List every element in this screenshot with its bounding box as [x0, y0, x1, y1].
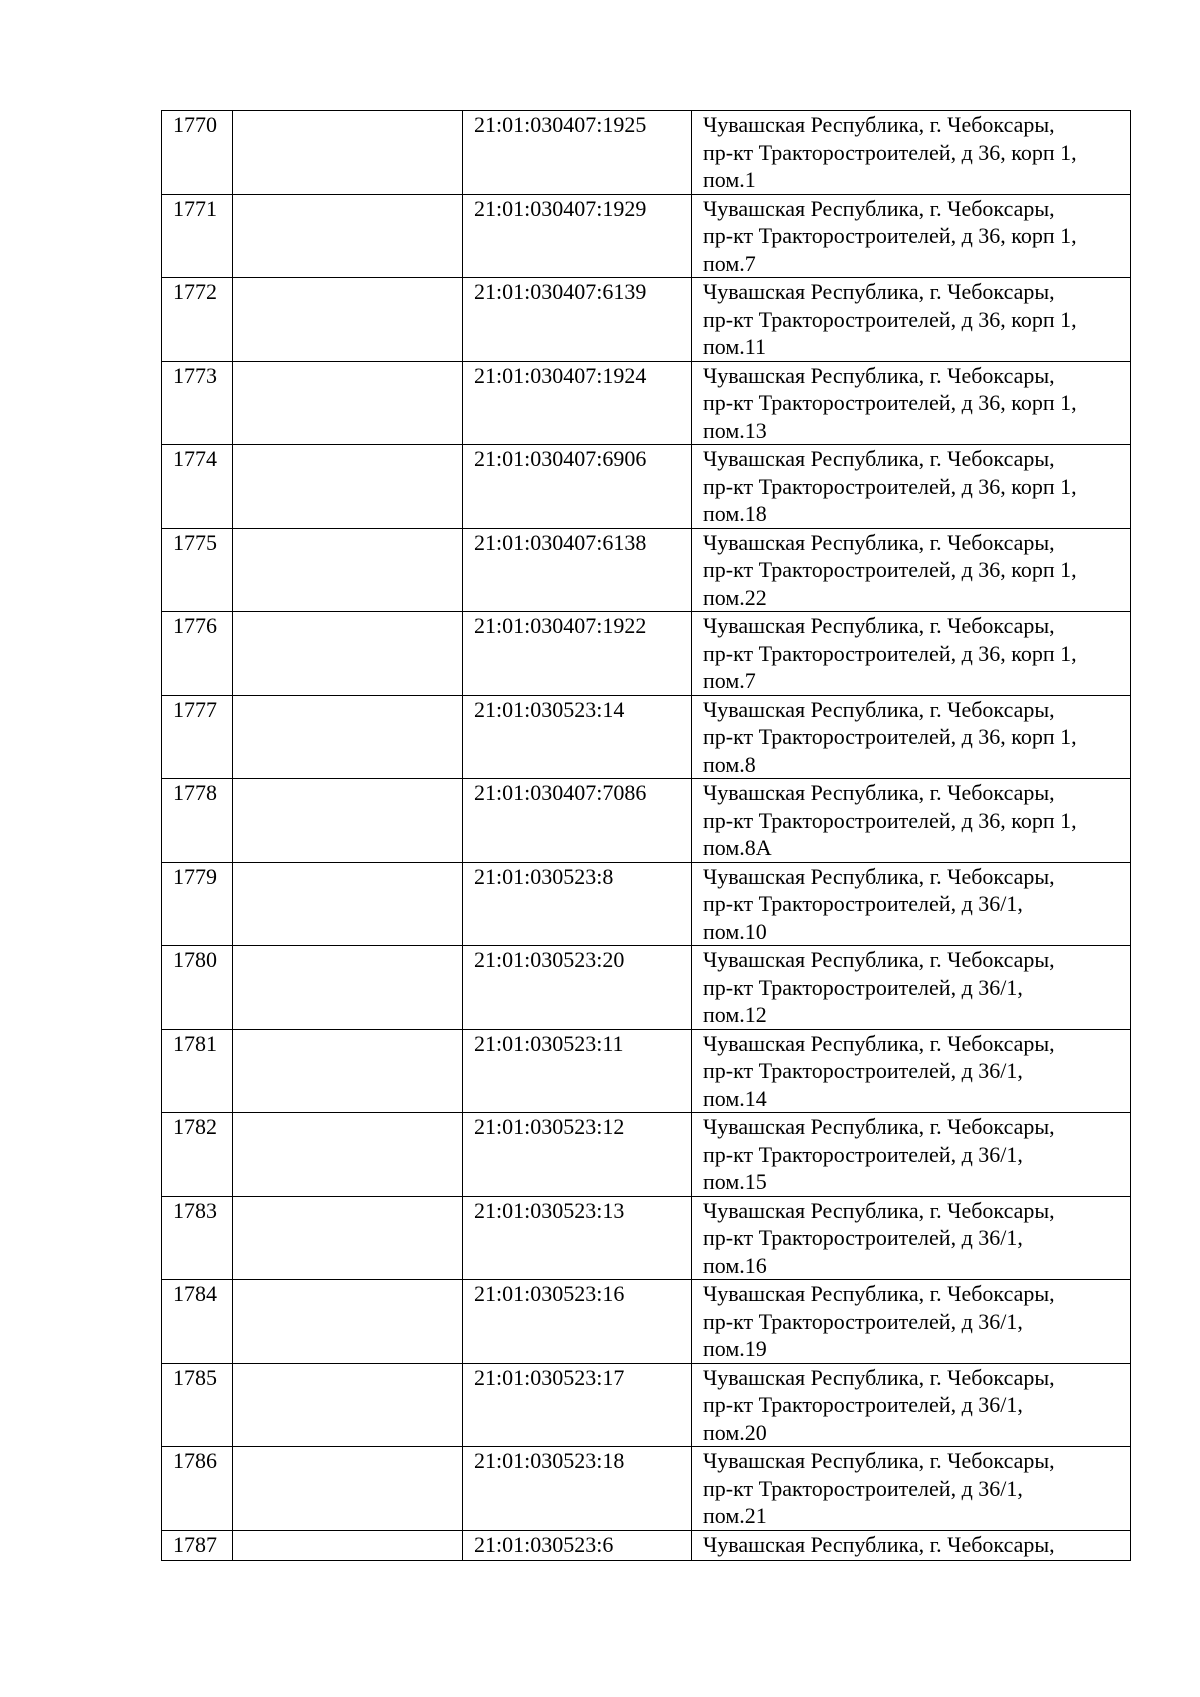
table-row	[162, 695, 1131, 779]
address-line: пом.20	[703, 1419, 767, 1445]
address-cell	[692, 111, 1131, 195]
empty-cell	[233, 862, 463, 946]
empty-cell	[233, 695, 463, 779]
cadastral-number-cell: 21:01:030407:1925	[463, 111, 692, 195]
address-line: Чувашская Республика, г. Чебоксары,	[703, 1281, 1055, 1306]
address-line: пр-кт Тракторостроителей, д 36, корп 1,	[703, 807, 1077, 833]
address-line: пом.18	[703, 501, 767, 526]
address-line: Чувашская Республика, г. Чебоксары,	[703, 613, 1055, 638]
address-line: пом.10	[703, 918, 767, 944]
address-cell	[692, 862, 1131, 946]
address-line: пр-кт Тракторостроителей, д 36/1,	[703, 1392, 1023, 1417]
address-cell	[692, 278, 1131, 362]
address-cell	[692, 1196, 1131, 1280]
cadastral-number-cell: 21:01:030523:16	[463, 1280, 692, 1364]
address-line: пом.8А	[703, 835, 772, 860]
cadastral-number-cell: 21:01:030407:1922	[463, 612, 692, 696]
property-table	[161, 110, 1131, 1561]
address-cell	[692, 1530, 1131, 1560]
cadastral-number-cell: 21:01:030407:1924	[463, 361, 692, 445]
row-number-cell: 1776	[162, 612, 233, 696]
cadastral-number-cell: 21:01:030523:8	[463, 862, 692, 946]
empty-cell	[233, 612, 463, 696]
table-row	[162, 1280, 1131, 1364]
address-line: пр-кт Тракторостроителей, д 36, корп 1,	[703, 640, 1077, 666]
address-line: пр-кт Тракторостроителей, д 36/1,	[703, 891, 1023, 916]
address-cell	[692, 528, 1131, 612]
address-cell	[692, 779, 1131, 863]
address-line: пр-кт Тракторостроителей, д 36/1,	[703, 1058, 1023, 1083]
row-number-cell: 1785	[162, 1363, 233, 1447]
table-row	[162, 1029, 1131, 1113]
row-number-cell: 1770	[162, 111, 233, 195]
row-number-cell: 1782	[162, 1113, 233, 1197]
table-row	[162, 946, 1131, 1030]
row-number-cell: 1774	[162, 445, 233, 529]
address-line: пом.14	[703, 1085, 767, 1111]
row-number-cell: 1773	[162, 361, 233, 445]
cadastral-number-cell: 21:01:030523:11	[463, 1029, 692, 1113]
empty-cell	[233, 528, 463, 612]
address-line: пр-кт Тракторостроителей, д 36, корп 1,	[703, 139, 1077, 165]
cadastral-number-cell: 21:01:030523:13	[463, 1196, 692, 1280]
address-line: пр-кт Тракторостроителей, д 36, корп 1,	[703, 557, 1077, 582]
cadastral-number-cell: 21:01:030523:17	[463, 1363, 692, 1447]
address-line: пом.7	[703, 668, 756, 693]
empty-cell	[233, 1196, 463, 1280]
address-cell	[692, 1029, 1131, 1113]
table-row	[162, 1196, 1131, 1280]
address-line: Чувашская Республика, г. Чебоксары,	[703, 863, 1055, 889]
empty-cell	[233, 1280, 463, 1364]
empty-cell	[233, 445, 463, 529]
address-line: пом.15	[703, 1169, 767, 1194]
address-line: пр-кт Тракторостроителей, д 36, корп 1,	[703, 390, 1077, 415]
empty-cell	[233, 1363, 463, 1447]
address-line: Чувашская Республика, г. Чебоксары,	[703, 1448, 1055, 1473]
address-cell	[692, 1363, 1131, 1447]
table-row	[162, 612, 1131, 696]
address-line: Чувашская Республика, г. Чебоксары,	[703, 696, 1055, 722]
table-row	[162, 1363, 1131, 1447]
cadastral-number-cell: 21:01:030407:6906	[463, 445, 692, 529]
address-line: Чувашская Республика, г. Чебоксары,	[703, 529, 1055, 555]
row-number-cell: 1771	[162, 194, 233, 278]
address-line: Чувашская Республика, г. Чебоксары,	[703, 446, 1055, 471]
cadastral-number-cell: 21:01:030407:6139	[463, 278, 692, 362]
empty-cell	[233, 779, 463, 863]
address-line: Чувашская Республика, г. Чебоксары,	[703, 362, 1055, 388]
address-line: пом.21	[703, 1503, 767, 1528]
address-cell	[692, 695, 1131, 779]
table-row	[162, 1530, 1131, 1560]
cadastral-number-cell: 21:01:030523:6	[463, 1530, 692, 1560]
cadastral-number-cell: 21:01:030407:6138	[463, 528, 692, 612]
address-line: пр-кт Тракторостроителей, д 36/1,	[703, 1225, 1023, 1250]
empty-cell	[233, 1530, 463, 1560]
cadastral-number-cell: 21:01:030523:12	[463, 1113, 692, 1197]
address-line: Чувашская Республика, г. Чебоксары,	[703, 1197, 1055, 1223]
empty-cell	[233, 1113, 463, 1197]
cadastral-number-cell: 21:01:030523:20	[463, 946, 692, 1030]
row-number-cell: 1786	[162, 1447, 233, 1531]
address-line: пом.13	[703, 417, 767, 443]
empty-cell	[233, 361, 463, 445]
table-row	[162, 862, 1131, 946]
cadastral-number-cell: 21:01:030407:1929	[463, 194, 692, 278]
address-line: пр-кт Тракторостроителей, д 36, корп 1,	[703, 724, 1077, 749]
table-row	[162, 779, 1131, 863]
address-line: пр-кт Тракторостроителей, д 36/1,	[703, 1308, 1023, 1334]
row-number-cell: 1779	[162, 862, 233, 946]
empty-cell	[233, 1029, 463, 1113]
address-cell	[692, 1447, 1131, 1531]
address-line: пом.8	[703, 751, 756, 777]
address-line: пом.12	[703, 1002, 767, 1027]
address-line: Чувашская Республика, г. Чебоксары,	[703, 279, 1055, 304]
table-row	[162, 1447, 1131, 1531]
row-number-cell: 1787	[162, 1530, 233, 1560]
row-number-cell: 1777	[162, 695, 233, 779]
address-line: пр-кт Тракторостроителей, д 36, корп 1,	[703, 306, 1077, 332]
empty-cell	[233, 278, 463, 362]
table-row	[162, 1113, 1131, 1197]
cadastral-number-cell: 21:01:030523:14	[463, 695, 692, 779]
address-line: Чувашская Республика, г. Чебоксары,	[703, 780, 1055, 805]
address-line: пр-кт Тракторостроителей, д 36, корп 1,	[703, 223, 1077, 248]
address-line: пр-кт Тракторостроителей, д 36/1,	[703, 1475, 1023, 1501]
table-row	[162, 361, 1131, 445]
address-line: пр-кт Тракторостроителей, д 36/1,	[703, 1141, 1023, 1167]
row-number-cell: 1783	[162, 1196, 233, 1280]
address-line: Чувашская Республика, г. Чебоксары,	[703, 1364, 1055, 1390]
address-cell	[692, 1280, 1131, 1364]
address-cell	[692, 1113, 1131, 1197]
property-table-body	[162, 111, 1131, 1561]
empty-cell	[233, 111, 463, 195]
table-row	[162, 194, 1131, 278]
address-line: Чувашская Республика, г. Чебоксары,	[703, 195, 1055, 221]
address-line: Чувашская Республика, г. Чебоксары,	[703, 112, 1055, 137]
table-row	[162, 445, 1131, 529]
address-line: пом.19	[703, 1336, 767, 1361]
empty-cell	[233, 1447, 463, 1531]
address-line: пом.7	[703, 250, 756, 276]
address-line: пом.22	[703, 584, 767, 610]
row-number-cell: 1772	[162, 278, 233, 362]
address-cell	[692, 612, 1131, 696]
cadastral-number-cell: 21:01:030523:18	[463, 1447, 692, 1531]
address-cell	[692, 194, 1131, 278]
address-line: пр-кт Тракторостроителей, д 36/1,	[703, 974, 1023, 1000]
address-line: Чувашская Республика, г. Чебоксары,	[703, 947, 1055, 972]
row-number-cell: 1780	[162, 946, 233, 1030]
address-line: Чувашская Республика, г. Чебоксары,	[703, 1030, 1055, 1056]
address-line: пом.11	[703, 334, 766, 359]
address-line: пом.16	[703, 1252, 767, 1278]
table-row	[162, 278, 1131, 362]
table-row	[162, 111, 1131, 195]
address-line: пр-кт Тракторостроителей, д 36, корп 1,	[703, 473, 1077, 499]
address-cell	[692, 946, 1131, 1030]
row-number-cell: 1775	[162, 528, 233, 612]
address-cell	[692, 445, 1131, 529]
row-number-cell: 1784	[162, 1280, 233, 1364]
empty-cell	[233, 194, 463, 278]
address-line: пом.1	[703, 167, 756, 192]
address-cell	[692, 361, 1131, 445]
row-number-cell: 1781	[162, 1029, 233, 1113]
table-row	[162, 528, 1131, 612]
row-number-cell: 1778	[162, 779, 233, 863]
empty-cell	[233, 946, 463, 1030]
address-line: Чувашская Республика, г. Чебоксары,	[703, 1531, 1055, 1557]
cadastral-number-cell: 21:01:030407:7086	[463, 779, 692, 863]
address-line: Чувашская Республика, г. Чебоксары,	[703, 1114, 1055, 1139]
